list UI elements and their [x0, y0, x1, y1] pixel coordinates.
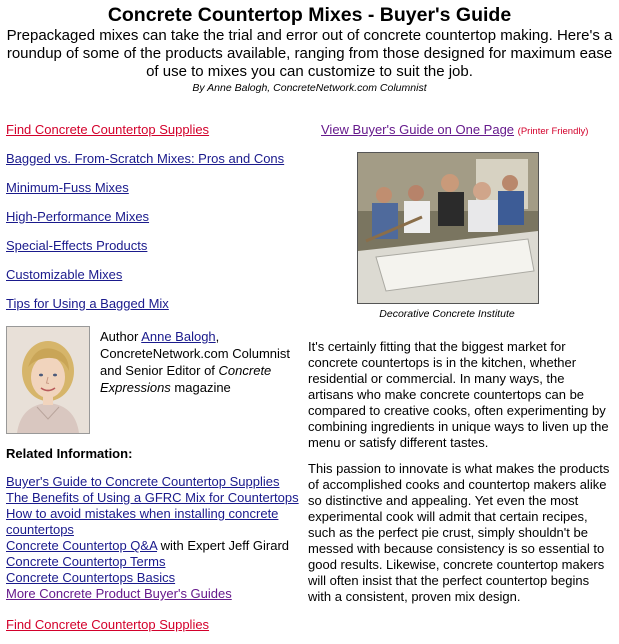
related-link-qa[interactable]: Concrete Countertop Q&A	[6, 538, 158, 553]
author-box	[6, 326, 302, 438]
nav-link-minimum-fuss[interactable]: Minimum-Fuss Mixes	[6, 180, 129, 195]
page-title: Concrete Countertop Mixes - Buyer's Guide	[107, 4, 512, 26]
author-bio-suffix: magazine	[170, 380, 231, 395]
more-buyers-guides-link[interactable]: More Concrete Product Buyer's Guides	[6, 586, 232, 601]
magazine-title: Concrete Expressions	[100, 363, 272, 395]
author-portrait	[6, 326, 90, 434]
related-link-basics[interactable]: Concrete Countertops Basics	[6, 570, 176, 585]
workshop-photo	[357, 152, 539, 304]
find-supplies-bottom-link[interactable]: Find Concrete Countertop Supplies	[6, 617, 210, 632]
photo-caption: Decorative Concrete Institute	[379, 308, 515, 320]
author-prefix: Author	[100, 329, 142, 344]
author-bio-text: , ConcreteNetwork.com Columnist and Senior Editor of	[100, 329, 291, 378]
related-link-avoid-mistakes[interactable]: How to avoid mistakes when installing concrete countertops	[6, 506, 279, 537]
related-link-gfrc[interactable]: The Benefits of Using a GFRC Mix for Countertops	[6, 490, 299, 505]
related-links	[6, 474, 302, 633]
byline: By Anne Balogh, ConcreteNetwork.com Columnist	[192, 82, 427, 94]
view-one-page-link[interactable]: View Buyer's Guide on One Page	[321, 122, 515, 137]
related-link-terms[interactable]: Concrete Countertop Terms	[6, 554, 166, 569]
nav-link-tips[interactable]: Tips for Using a Bagged Mix	[6, 296, 169, 311]
article-paragraph-2: This passion to innovate is what makes the products of accomplished cooks and countertop makers alike so distinctive and appealing. Yet even the most experimental cook will admit that certain recipes, such as the perfect pie crust, simply shouldn't be messed with because consistency is so essential to good results. Likewise, concrete countertop makers will often insist that the perfect countertop begins with a consistent, proven mix design.	[308, 461, 610, 604]
printer-friendly-note: (Printer Friendly)	[517, 126, 589, 137]
qa-suffix: with Expert Jeff Girard	[157, 538, 290, 553]
related-heading: Related Information:	[6, 446, 133, 461]
article-paragraph-1: It's certainly fitting that the biggest market for concrete countertops is in the kitchen, whether residential or commercial. In many ways, the artisans who make concrete countertops can be compared to creative cooks, often experimenting by combining ingredients in unique ways to liven up the menu or satisfy different tastes.	[308, 339, 609, 450]
left-column	[6, 122, 302, 633]
author-name-link[interactable]: Anne Balogh	[141, 329, 216, 344]
nav-link-special-effects[interactable]: Special-Effects Products	[6, 238, 148, 253]
author-bio	[100, 328, 300, 396]
guide-nav	[6, 122, 302, 325]
page-header	[0, 4, 619, 95]
nav-link-high-performance[interactable]: High-Performance Mixes	[6, 209, 150, 224]
nav-link-bagged-vs-scratch[interactable]: Bagged vs. From-Scratch Mixes: Pros and Cons	[6, 151, 285, 166]
right-column	[308, 122, 613, 605]
nav-link-customizable[interactable]: Customizable Mixes	[6, 267, 123, 282]
related-link-supplies-guide[interactable]: Buyer's Guide to Concrete Countertop Supplies	[6, 474, 280, 489]
one-page-line	[321, 122, 613, 152]
find-supplies-link[interactable]: Find Concrete Countertop Supplies	[6, 122, 210, 137]
related-qa-line	[6, 538, 302, 554]
intro-text: Prepackaged mixes can take the trial and error out of concrete countertop making. Here's a roundup of some of the products available, ranging from those designed for maximum ease of use to mixes you can customize to suit the job.	[6, 27, 613, 80]
